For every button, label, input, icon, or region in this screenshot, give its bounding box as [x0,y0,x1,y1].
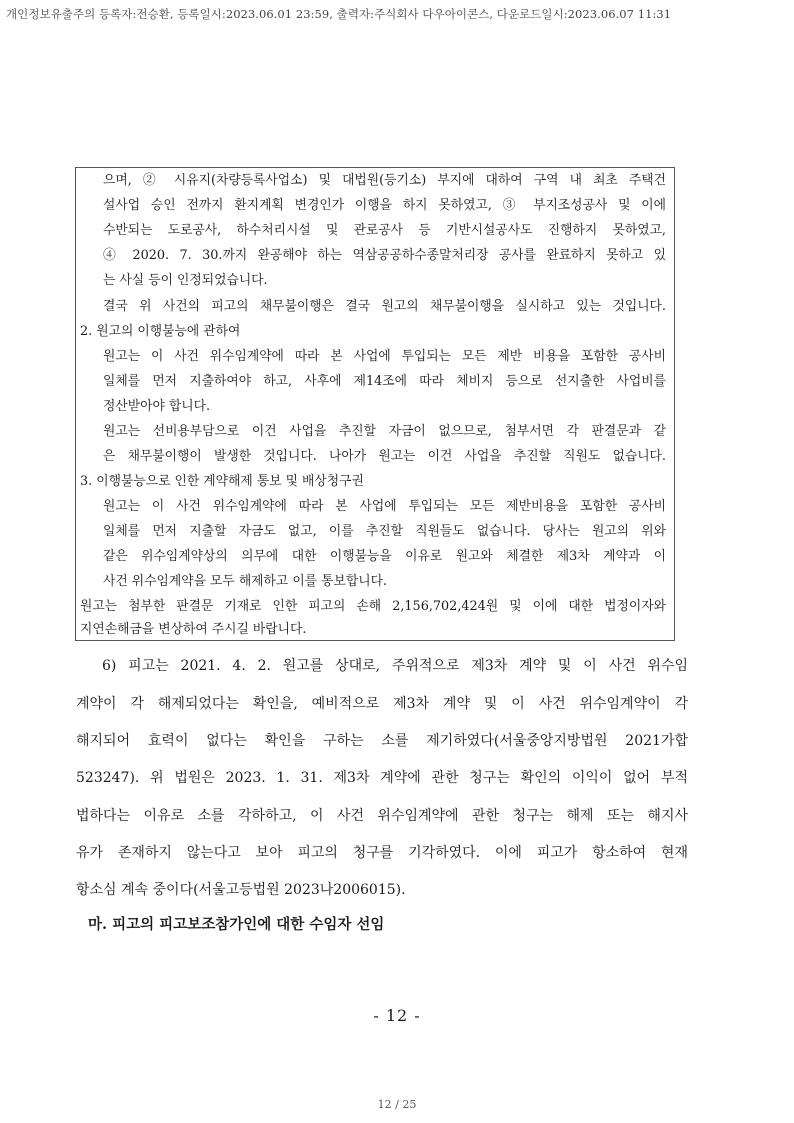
section-heading: 마. 피고의 피고보조참가인에 대한 수임자 선임 [88,916,385,933]
paragraph-line: 6) 피고는 2021. 4. 2. 원고를 상대로, 주위적으로 제3차 계약 및 이 사건 위수임 [102,658,688,674]
paragraph-line: 해지되어 효력이 없다는 확인을 구하는 소를 제기하였다(서울중앙지방법원 2021가합 [76,733,688,749]
print-watermark-header: 개인정보유출주의 등록자:전승환, 등록일시:2023.06.01 23:59, 출력자:주식회사 다우아이콘스, 다운로드일시:2023.06.07 11:31 [6,7,672,21]
paragraph-line: 법하다는 이유로 소를 각하하고, 이 사건 위수임계약에 관한 청구는 해제 또는 해지사 [76,808,688,824]
box-line: 일체를 먼저 지출할 자금도 없고, 이를 추진할 직원들도 없습니다. 당사는 원고의 위와 [103,524,666,539]
box-section-heading: 2. 원고의 이행불능에 관하여 [80,324,241,339]
box-line: 원고는 이 사건 위수임계약에 따라 본 사업에 투입되는 모든 제반비용을 포함한 공사비 [103,499,666,514]
box-line: 지연손해금을 변상하여 주시길 바랍니다. [80,622,307,637]
box-line: 사건 위수임계약을 모두 해제하고 이를 통보합니다. [103,574,388,589]
page-counter-footer: 12 / 25 [377,1098,417,1111]
box-line: 설사업 승인 전까지 환지계획 변경인가 이행을 하지 못하였고, ③ 부지조성공사 및 이에 [103,198,666,213]
box-line: 같은 위수임계약상의 의무에 대한 이행불능을 이유로 원고와 체결한 제3차 계약과 이 [103,549,666,564]
page-number: - 12 - [373,1006,421,1025]
box-line: ④ 2020. 7. 30.까지 완공해야 하는 역삼공공하수종말처리장 공사를 완료하지 못하고 있 [103,248,666,263]
box-line: 수반되는 도로공사, 하수처리시설 및 관로공사 등 기반시설공사도 진행하지 못하였고, [103,223,666,238]
box-section-heading: 3. 이행불능으로 인한 계약해제 통보 및 배상청구권 [80,474,364,489]
box-line: 원고는 이 사건 위수임계약에 따라 본 사업에 투입되는 모든 제반 비용을 포함한 공사비 [103,349,666,364]
box-line: 결국 위 사건의 피고의 채무불이행은 결국 원고의 채무불이행을 실시하고 있는 것입니다. [103,299,666,314]
box-line: 일체를 먼저 지출하여야 하고, 사후에 제14조에 따라 체비지 등으로 선지출한 사업비를 [103,374,666,389]
paragraph-line: 523247). 위 법원은 2023. 1. 31. 제3차 계약에 관한 청구는 확인의 이익이 없어 부적 [76,770,688,786]
box-line: 는 사실 등이 인정되었습니다. [103,273,268,288]
box-line: 원고는 첨부한 판결문 기재로 인한 피고의 손해 2,156,702,424원 및 이에 대한 법정이자와 [80,599,666,614]
paragraph-line: 항소심 계속 중이다(서울고등법원 2023나2006015). [76,882,406,898]
box-line: 원고는 선비용부담으로 이건 사업을 추진할 자금이 없으므로, 첨부서면 각 판결문과 같 [103,424,666,439]
box-line: 정산받아야 합니다. [103,399,211,414]
box-line: 은 채무불이행이 발생한 것입니다. 나아가 원고는 이건 사업을 추진할 직원도 없습니다. [103,449,666,464]
paragraph-line: 계약이 각 해제되었다는 확인을, 예비적으로 제3차 계약 및 이 사건 위수임계약이 각 [76,696,688,712]
box-line: 으며, ② 시유지(차량등록사업소) 및 대법원(등기소) 부지에 대하여 구역 내 최초 주택건 [103,173,666,188]
paragraph-line: 유가 존재하지 않는다고 보아 피고의 청구를 기각하였다. 이에 피고가 항소하여 현재 [76,845,688,861]
